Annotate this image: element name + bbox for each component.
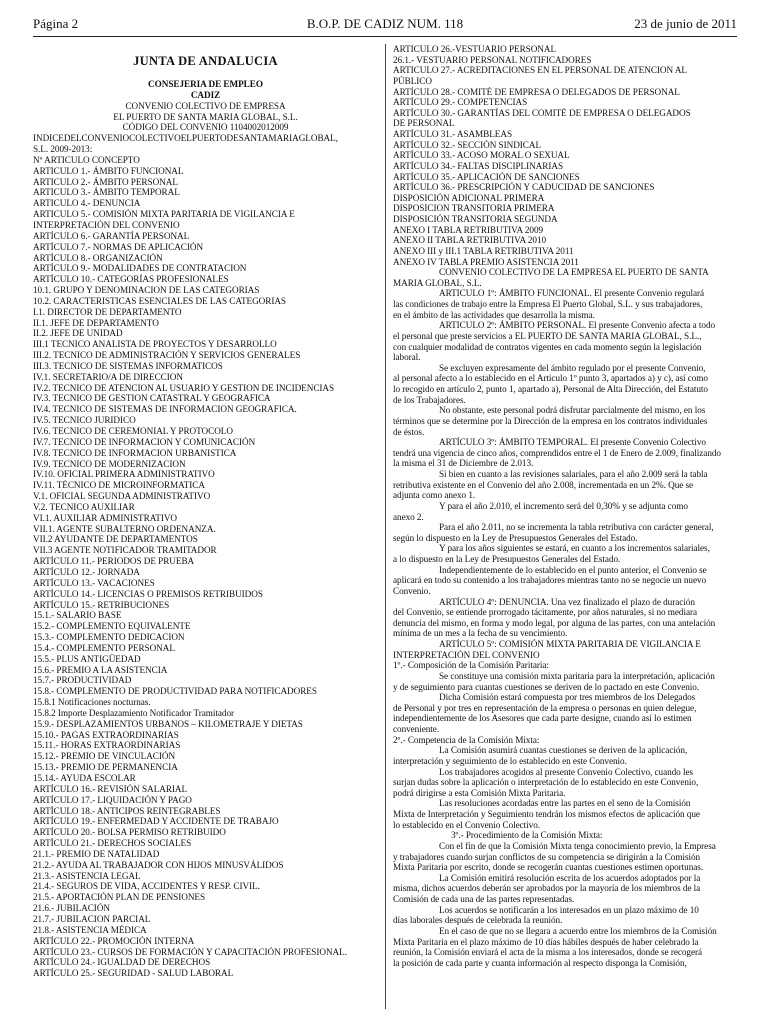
body-line: con cualquier modalidad de contratos vigentes en cada momento según la legislación [393,341,702,352]
index-line: 15.12.- PREMIO DE VINCULACIÓN [33,751,176,762]
body-line: tendrá una vigencia de cinco años, comprendidos entre el 1 de Enero de 2.009, finalizando [393,447,721,458]
index-line: 15.6.- PREMIO A LA ASISTENCIA [33,664,168,675]
body-line: La Comisión emitirá resolución escrita de los acuerdos adoptados por la [439,872,701,883]
index-line: ANEXO IV TABLA PREMIO ASISTENCIA 2011 [393,256,579,267]
index-line: ANEXO III y III.1 TABLA RETRIBUTIVA 2011 [393,245,574,256]
column-divider [385,44,386,1009]
body-line: Para el año 2.011, no se incrementa la tabla retributiva con carácter general, [439,522,714,533]
body-line: a lo dispuesto en la Ley de Presupuestos Generales del Estado. [393,554,621,564]
index-line: ARTICULO 26.-VESTUARIO PERSONAL [393,44,557,54]
index-line: ARTÍCULO 28.- COMITÉ DE EMPRESA O DELEGADOS DE PERSONAL [393,86,680,97]
index-line: ARTICULO 1.- ÁMBITO FUNCIONAL [33,165,184,176]
index-line: ARTÍCULO 21.- DERECHOS SOCIALES [33,838,192,849]
left-column [33,44,378,979]
body-line: el personal que preste servicios a EL PUERTO DE SANTA MARIA GLOBAL, S.L., [393,330,702,341]
index-line: ARTÍCULO 24.- IGUALDAD DE DERECHOS [33,957,211,968]
body-line: La Comisión asumirá cuantas cuestiones se deriven de la aplicación, [439,745,688,756]
index-line: 21.8.- ASISTENCIA MÉDICA [33,924,147,935]
index-line: V.2. TECNICO AUXILIAR [33,501,135,512]
body-line: INTERPRETACIÓN DEL CONVENIO [393,649,540,660]
index-line: ARTÍCULO 25.- SEGURIDAD - SALUD LABORAL [33,968,234,979]
body-line: misma, dichos acuerdos deberán ser aprobados por la mayoría de los miembros de la [393,883,701,894]
body-line: la posición de cada parte y cuanta información al respecto disponga la Comisión, [393,957,687,968]
body-line: Independientemente de lo establecido en el punto anterior, el Convenio se [439,564,707,575]
body-line: ARTÍCULO 5º: COMISIÓN MIXTA PARITARIA DE VIGILANCIA E [439,639,701,649]
body-line: Se constituye una comisión mixta paritaria para la interpretación, aplicación [439,670,715,681]
body-line: Y para el año 2.010, el incremento será del 0,30% y se adjunta como [439,500,688,511]
body-line: denuncia del mismo, en forma y modo legal, por alguna de las partes, con una antelación [393,617,716,628]
index-line: ARTÍCULO 11.- PERIODOS DE PRUEBA [33,556,195,567]
index-line: 21.3.- ASISTENCIA LEGAL [33,870,141,881]
index-line: 21.4.- SEGUROS DE VIDA, ACCIDENTES Y RESP. CIVIL. [33,881,260,892]
index-line: INTERPRETACIÓN DEL CONVENIO [33,219,180,230]
index-line: ARTÍCULO 15.- RETRIBUCIONES [33,599,170,610]
index-line: 21.2.- AYUDA AL TRABAJADOR CON HIJOS MINUSVÁLIDOS [33,859,284,870]
index-line: 15.1.- SALARIO BASE [33,610,122,621]
body-line: Dicha Comisión estará compuesta por tres miembros de los Delegados [439,692,696,703]
body-line: la misma el 31 de Diciembre de 2.013. [393,458,534,469]
body-line: mínima de un mes a la fecha de su vencimiento. [393,628,568,639]
index-line: 15.7.- PRODUCTIVIDAD [33,675,132,686]
body-line: laboral. [393,352,421,363]
body-line: CONVENIO COLECTIVO DE LA EMPRESA EL PUERTO DE SANTA [439,267,709,278]
index-line: VI.1. AUXILIAR ADMINISTRATIVO [33,512,178,523]
index-line: IV.10. OFICIAL PRIMERA ADMINISTRATIVO [33,469,215,480]
index-line: DISPOSICION TRANSITORIA PRIMERA [393,203,555,214]
index-line: II.1. JEFE DE DEPARTAMENTO [33,317,159,328]
index-line: IV.4. TECNICO DE SISTEMAS DE INFORMACION GEOGRAFICA. [33,404,297,415]
subheading-line: CÓDIGO DEL CONVENIO 1104002012009 [122,122,289,133]
index-line: IV.6. TECNICO DE CEREMONIAL Y PROTOCOLO [33,426,233,436]
index-line: INDICEDELCONVENIOCOLECTIVOELPUERTODESANTAMARIAGLOBAL, [33,133,338,144]
index-line: 15.9.- DESPLAZAMIENTOS URBANOS – KILOMETRAJE Y DIETAS [33,718,303,729]
index-line: 21.5.- APORTACIÓN PLAN DE PENSIONES [33,892,206,903]
index-line: ARTÍCULO 31.- ASAMBLEAS [393,129,513,139]
body-line: Se excluyen expresamente del ámbito regulado por el presente Convenio, [439,362,706,373]
body-line: Mixta Paritaria en el plazo máximo de 10 días hábiles después de haber celebrado la [393,936,699,947]
index-line: IV.7. TECNICO DE INFORMACION Y COMUNICACIÓN [33,436,256,447]
index-line: ANEXO I TABLA RETRIBUTIVA 2009 [393,224,544,235]
section-title: JUNTA DE ANDALUCIA [133,54,278,68]
body-line: 2º.- Competencia de la Comisión Mixta: [393,734,540,745]
body-line: Las resoluciones acordadas entre las partes en el seno de la Comisión [439,798,691,809]
body-line: retributiva existente en el Convenio del año 2.008, incrementada en un 2%. Que se [393,479,694,490]
index-line: 15.8.- COMPLEMENTO DE PRODUCTIVIDAD PARA NOTIFICADORES [33,686,317,697]
body-line: Convenio. [393,585,431,596]
index-line: ARTÍCULO 34.- FALTAS DISCIPLINARIAS [393,160,564,171]
index-line: ARTÍCULO 32.- SECCIÓN SINDICAL [393,139,542,150]
body-line: ARTICULO 2º: ÁMBITO PERSONAL. El presente Convenio afecta a todo [439,320,716,331]
index-line: ARTÍCULO 36.- PRESCRIPCIÓN Y CADUCIDAD DE SANCIONES [393,182,655,193]
body-line: aplicará en todo su contenido a los trabajadores mientras tanto no se negocie un nuevo [393,575,707,586]
index-line: 21.6.- JUBILACIÓN [33,903,110,914]
body-line: de Personal y por tres en representación de la empresa o personas en quien delegue, [393,702,697,713]
index-line: ARTÍCULO 22.- PROMOCIÓN INTERNA [33,935,195,946]
index-line: IV.3. TECNICO DE GESTION CATASTRAL Y GEOGRAFICA [33,393,271,404]
body-line: Mixta de Interpretación y Seguimiento tendrán los mismos efectos de aplicación que [393,809,700,819]
body-line: de los Trabajadores. [393,394,466,405]
body-line: al personal afecto a lo establecido en el Artículo 1º punto 3, apartados a) y c), así como [393,373,708,384]
publication-date: 23 de junio de 2011 [634,16,737,31]
index-line: 15.8.1 Notificaciones nocturnas. [33,697,151,708]
index-line: ARTÍCULO 19.- ENFERMEDAD Y ACCIDENTE DE TRABAJO [33,816,279,827]
index-line: 10.1. GRUPO Y DENOMINACION DE LAS CATEGORIAS [33,285,260,296]
index-line: ARTÍCULO 23.- CURSOS DE FORMACIÓN Y CAPACITACIÓN PROFESIONAL. [33,946,347,957]
index-line: ARTÍCULO 10.- CATEGORÍAS PROFESIONALES [33,274,229,285]
index-line: ARTÍCULO 33.- ACOSO MORAL O SEXUAL [393,150,570,161]
body-line: ARTICULO 1º: ÁMBITO FUNCIONAL. El presente Convenio regulará [439,288,705,299]
index-line: ARTÍCULO 6.- GARANTÍA PERSONAL [33,230,190,241]
body-line: según lo dispuesto en la Ley de Presupuestos Generales del Estado. [393,532,638,543]
index-line: ARTICULO 5.- COMISIÓN MIXTA PARITARIA DE VIGILANCIA E [33,209,295,220]
index-line: 10.2. CARACTERISTICAS ESENCIALES DE LAS CATEGORIAS [33,295,286,306]
body-line: Con el fin de que la Comisión Mixta tenga conocimiento previo, la Empresa [439,840,716,851]
index-line: IV.9. TECNICO DE MODERNIZACION [33,458,186,469]
heading-line: CADIZ [190,89,221,100]
index-line: VII.3 AGENTE NOTIFICADOR TRAMITADOR [33,545,217,556]
index-line: ARTÍCULO 9.- MODALIDADES DE CONTRATACION [33,263,247,274]
index-line: 26.1.- VESTUARIO PERSONAL NOTIFICADORES [393,54,592,65]
subheading-line: CONVENIO COLECTIVO DE EMPRESA [125,100,286,111]
body-line: y de seguimiento para cuantas cuestiones se deriven de lo pactado en este Convenio. [393,681,700,692]
index-line: IV.1. SECRETARIO/A DE DIRECCION [33,371,183,382]
right-column [393,44,738,968]
subheading-line: EL PUERTO DE SANTA MARIA GLOBAL, S.L. [113,111,298,122]
index-line: V.1. OFICIAL SEGUNDA ADMINISTRATIVO [33,491,211,502]
index-line: ARTICULO 3.- ÁMBITO TEMPORAL [33,187,180,198]
index-line: 15.11.- HORAS EXTRAORDINARIAS [33,740,181,751]
index-line: IV.11. TÉCNICO DE MICROINFORMATICA [33,480,205,491]
heading-line: CONSEJERIA DE EMPLEO [148,79,263,89]
index-line: ARTÍCULO 29.- COMPETENCIAS [393,97,528,108]
page-header [33,14,737,37]
body-line: términos que se determine por la Dirección de la empresa en los contratos individuales [393,415,708,426]
body-line: No obstante, este personal podrá disfrutar parcialmente del mismo, en los [439,405,706,416]
index-line: Nº ARTICULO CONCEPTO [33,154,140,165]
body-line: y trabajadores cuando surjan conflictos de su competencia se dirigirán a la Comisión [393,851,701,862]
body-line: en el ámbito de las actividades que desarrolla la misma. [393,309,595,320]
convenio-body [393,267,738,968]
body-line: Mixta Paritaria por escrito, donde se recogerán cuantas cuestiones estimen oportunas. [393,862,704,873]
body-line: Comisión de cada una de las partes representadas. [393,894,575,904]
index-line: PÚBLICO [393,75,432,86]
body-line: lo recogido en artículo 2, punto 1, apartado a), Personal de Alta Dirección, del Estatuto [393,384,708,394]
index-line: DISPOSICIÓN ADICIONAL PRIMERA [393,192,545,203]
index-line: ARTÍCULO 12.- JORNADA [33,566,140,577]
index-line: 15.5.- PLUS ANTIGÜEDAD [33,653,141,664]
index-line: 15.14.- AYUDA ESCOLAR [33,773,136,783]
body-line: MARIA GLOBAL, S.L. [393,277,482,288]
body-line: 1º.- Composición de la Comisión Paritaria: [393,660,549,671]
body-line: ARTÍCULO 4º: DENUNCIA. Una vez finalizado el plazo de duración [439,596,695,607]
index-line: IV.8. TECNICO DE INFORMACION URBANISTICA [33,447,237,458]
index-line: III.2. TECNICO DE ADMINISTRACIÓN Y SERVICIOS GENERALES [33,350,301,361]
body-line: surjan dudas sobre la aplicación o interpretación de lo establecido en este Convenio, [393,777,699,788]
body-line: conveniente. [393,724,440,734]
index-line: ARTÍCULO 16.- REVISIÓN SALARIAL [33,783,188,794]
page-number: Página 2 [33,16,79,31]
index-line: ARTÍCULO 35.- APLICACIÓN DE SANCIONES [393,171,580,182]
body-line: del Convenio, se entiende prorrogado tácitamente, por años naturales, si no mediara [393,607,698,618]
body-line: de éstos. [393,426,425,437]
body-line: reunión, la Comisión enviará el acta de la misma a los interesados, donde se recogerá [393,947,703,958]
index-line: ARTÍCULO 30.- GARANTÍAS DEL COMITÉ DE EMPRESA O DELEGADOS [393,107,691,118]
body-line: Si bien en cuanto a las revisiones salariales, para el año 2.009 será la tabla [439,469,708,479]
body-line: Los acuerdos se notificarán a los interesados en un plazo máximo de 10 [439,904,699,915]
index-line: IV.5. TECNICO JURIDICO [33,415,136,426]
index-line: VII.1. AGENTE SUBALTERNO ORDENANZA. [33,523,216,534]
index-line: ARTÍCULO 7.- NORMAS DE APLICACIÓN [33,241,204,252]
index-line: ARTÍCULO 18.- ANTICIPOS REINTEGRABLES [33,805,221,816]
body-line: 3º.- Procedimiento de la Comisión Mixta: [451,830,603,841]
index-list-continued [393,44,738,267]
index-line: ARTICULO 27.- ACREDITACIONES EN EL PERSONAL DE ATENCION AL [393,65,687,76]
body-line: podrá dirigirse a esta Comisión Mixta Paritaria. [393,787,566,798]
body-line: Los trabajadores acogidos al presente Convenio Colectivo, cuando les [439,766,694,777]
index-line: ARTÍCULO 13.- VACACIONES [33,577,155,588]
index-list [33,133,378,979]
index-line: 15.2.- COMPLEMENTO EQUIVALENTE [33,621,191,632]
index-line: 15.10.- PAGAS EXTRAORDINARIAS [33,729,179,740]
index-line: ARTICULO 4.- DENUNCIA [33,198,141,209]
index-line: 15.13.- PREMIO DE PERMANENCIA [33,762,178,773]
index-line: III.1 TECNICO ANALISTA DE PROYECTOS Y DESARROLLO [33,339,277,350]
body-line: lo establecido en el Convenio Colectivo. [393,819,541,830]
index-line: ARTÍCULO 8.- ORGANIZACIÓN [33,252,163,263]
index-line: 15.4.- COMPLEMENTO PERSONAL [33,642,175,653]
index-line: ARTÍCULO 20.- BOLSA PERMISO RETRIBUIDO [33,827,226,838]
index-line: I.1. DIRECTOR DE DEPARTAMENTO [33,306,182,317]
index-line: II.2. JEFE DE UNIDAD [33,328,123,339]
index-line: ANEXO II TABLA RETRIBUTIVA 2010 [393,235,547,246]
index-line: S.L. 2009-2013: [33,144,93,155]
index-line: ARTÍCULO 17.- LIQUIDACIÓN Y PAGO [33,794,192,805]
body-line: En el caso de que no se llegara a acuerdo entre los miembros de la Comisión [439,925,717,936]
index-line: III.3. TECNICO DE SISTEMAS INFORMATICOS [33,360,223,371]
index-line: 21.7.- JUBILACION PARCIAL [33,913,151,924]
body-line: Y para los años siguientes se estará, en cuanto a los incrementos salariales, [439,543,710,554]
index-line: IV.2. TECNICO DE ATENCION AL USUARIO Y GESTION DE INCIDENCIAS [33,382,335,393]
index-line: 15.8.2 Importe Desplazamiento Notificador Tramitador [33,707,235,718]
index-line: 21.1.- PREMIO DE NATALIDAD [33,848,160,859]
body-line: ARTÍCULO 3º: ÁMBITO TEMPORAL. El presente Convenio Colectivo [439,437,706,448]
index-line: VII.2 AYUDANTE DE DEPARTAMENTOS [33,534,198,545]
body-line: anexo 2. [393,511,424,522]
index-line: ARTÍCULO 14.- LICENCIAS O PREMISOS RETRIBUIDOS [33,588,263,599]
body-line: las condiciones de trabajo entre la Empresa El Puerto Global, S.L. y sus trabajadores, [393,299,703,309]
index-line: DE PERSONAL [393,118,455,129]
index-line: 15.3.- COMPLEMENTO DEDICACION [33,632,185,643]
body-line: días laborales después de celebrada la reunión. [393,915,563,926]
body-line: interpretación y seguimiento de lo establecido en este Convenio. [393,755,627,766]
index-line: ARTICULO 2.- ÁMBITO PERSONAL [33,176,178,187]
index-line: DISPOSICIÓN TRANSITORIA SEGUNDA [393,214,558,224]
body-line: adjunta como anexo 1. [393,490,476,501]
body-line: independientemente de los Asesores que cada parte designe, cuando así lo estimen [393,713,692,724]
publication-title: B.O.P. DE CADIZ NUM. 118 [306,16,464,31]
